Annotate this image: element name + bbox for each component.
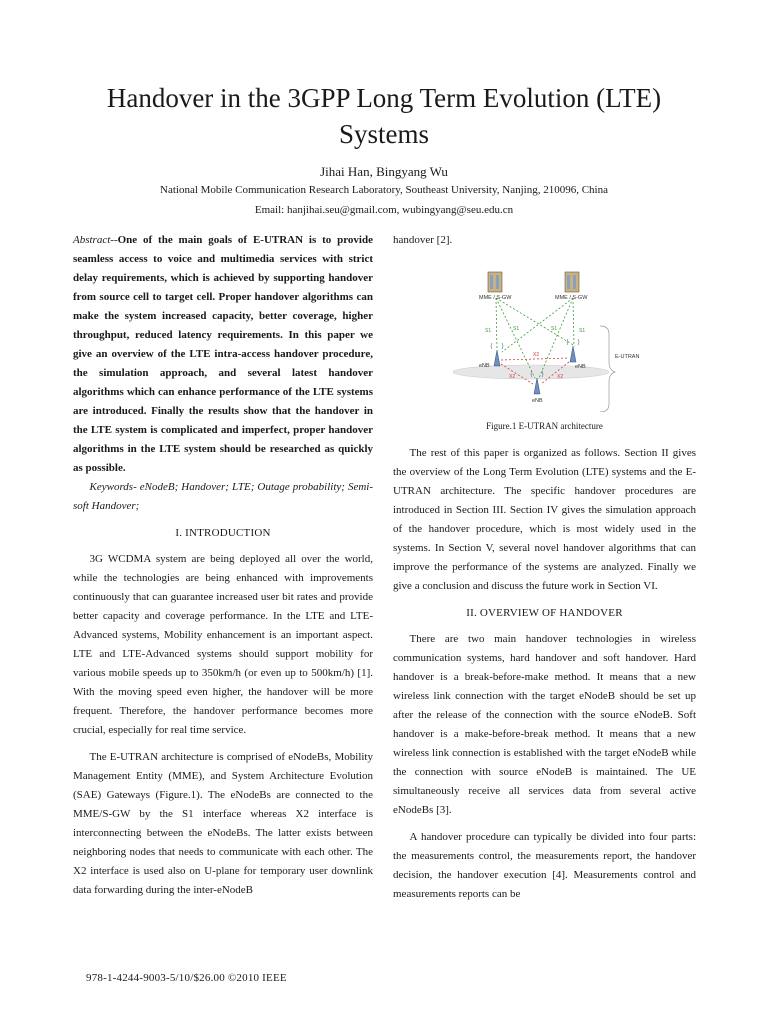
abstract — [73, 231, 373, 478]
organization-paragraph: The rest of this paper is organized as follows. Section II gives the overview of the Long Term Evolution (LTE) systems and the E-UTRAN architecture. The specific handover procedures are introduced in Section III. Section IV gives the simulation approach of the handover procedure, which is most widely used in the systems. In Section V, several novel handover algorithms that can improve the performance of the systems are analyzed. Finally we give a conclusion and discuss the future work in Section VI. — [393, 447, 696, 592]
enb-right-label: eNB — [575, 364, 586, 370]
s1-label: S1 — [485, 328, 492, 334]
enb-bottom-label: eNB — [532, 398, 543, 404]
overview-paragraph-1: There are two main handover technologies in wireless communication systems, hard handover and soft handover. Hard handover is a break-before-make method. It means that a new wireless link connection with the target eNodeB should be set up after the release of the connection with the source eNodeB. Soft handover is a make-before-break method. It means that a new wireless link connection is established with the target eNodeB while the connection with source eNodeB is maintained. The UE simultaneously receive all services data from several active eNodeBs [3]. — [393, 633, 696, 816]
s1-label: S1 — [579, 328, 586, 334]
s1-label: S1 — [513, 326, 520, 332]
section-heading-introduction: I. INTRODUCTION — [175, 527, 271, 539]
mme-right-label: MME / S-GW — [555, 295, 588, 301]
x2-label: X2 — [557, 374, 564, 380]
s1-label: S1 — [551, 326, 558, 332]
mme-server-icon — [565, 272, 579, 292]
architecture-diagram — [393, 254, 696, 412]
abstract-text: One of the main goals of E-UTRAN is to provide seamless access to voice and multimedia services with strict delay requirements, which is achieved by supporting handover from source cell to target cell. Proper handover algorithms can make the system increased capacity, better coverage, higher throughput, reduced latency requirements. In this paper we give an overview of the LTE intra-access handover procedure, the simulation approach, and several latest handover algorithms which can enhance performance of the LTE systems are introduced. Finally the results show that the handover in the LTE system is complicated and imperfect, proper handover algorithms in the LTE system should be researched as quickly as possible. — [73, 234, 373, 474]
enb-left-label: eNB — [479, 363, 490, 369]
affiliation: National Mobile Communication Research Laboratory, Southeast University, Nanjing, 210096, China — [160, 184, 608, 196]
abstract-lead: Abstract-- — [73, 234, 118, 246]
mme-left-label: MME / S-GW — [479, 295, 512, 301]
overview-paragraph-2: A handover procedure can typically be divided into four parts: the measurements control, the measurements report, the handover decision, the handover execution [4]. Measurements control and measurements reports can be — [393, 831, 696, 900]
eutran-label: E-UTRAN — [615, 354, 640, 360]
email-line: Email: hanjihai.seu@gmail.com, wubingyang@seu.edu.cn — [254, 204, 514, 216]
intro-paragraph-2-continued: handover [2]. — [393, 234, 453, 246]
right-column — [393, 231, 696, 904]
x2-label: X2 — [533, 352, 540, 358]
keywords: Keywords- eNodeB; Handover; LTE; Outage probability; Semi-soft Handover; — [73, 481, 373, 512]
copyright-footer: 978-1-4244-9003-5/10/$26.00 ©2010 IEEE — [86, 972, 287, 984]
x2-label: X2 — [509, 374, 516, 380]
section-heading-overview: II. OVERVIEW OF HANDOVER — [466, 607, 623, 619]
left-column — [73, 231, 373, 900]
intro-paragraph-1: 3G WCDMA system are being deployed all over the world, while the technologies are being enhanced with improvements continuously that can guarantee increased user bit rates and provide better capacity and coverage performance. In the LTE and LTE-Advanced systems, Mobility enhancement is an important aspect. LTE and LTE-Advanced systems should support mobility for various mobile speeds up to 350km/h (or even up to 500km/h) [1]. With the moving speed even higher, the handover will be more frequent. Therefore, the handover performance becomes more crucial, especially for real time service. — [73, 553, 373, 736]
figure-eutran-architecture — [393, 254, 696, 412]
intro-paragraph-2: The E-UTRAN architecture is comprised of eNodeBs, Mobility Management Entity (MME), and System Architecture Evolution (SAE) Gateways (Figure.1). The eNodeBs are connected to the MME/S-GW by the S1 interface whereas X2 interface is interconnecting between the eNodeBs. The latter exists between neighboring nodes that needs to communicate with each other. The X2 interface is used also on U-plane for temporary user downlink data forwarding during the inter-eNodeB — [73, 751, 373, 896]
authors: Jihai Han, Bingyang Wu — [320, 164, 448, 179]
paper-title: Handover in the 3GPP Long Term Evolution (LTE) Systems — [106, 83, 662, 149]
mme-server-icon — [488, 272, 502, 292]
figure-caption: Figure.1 E-UTRAN architecture — [486, 421, 603, 431]
